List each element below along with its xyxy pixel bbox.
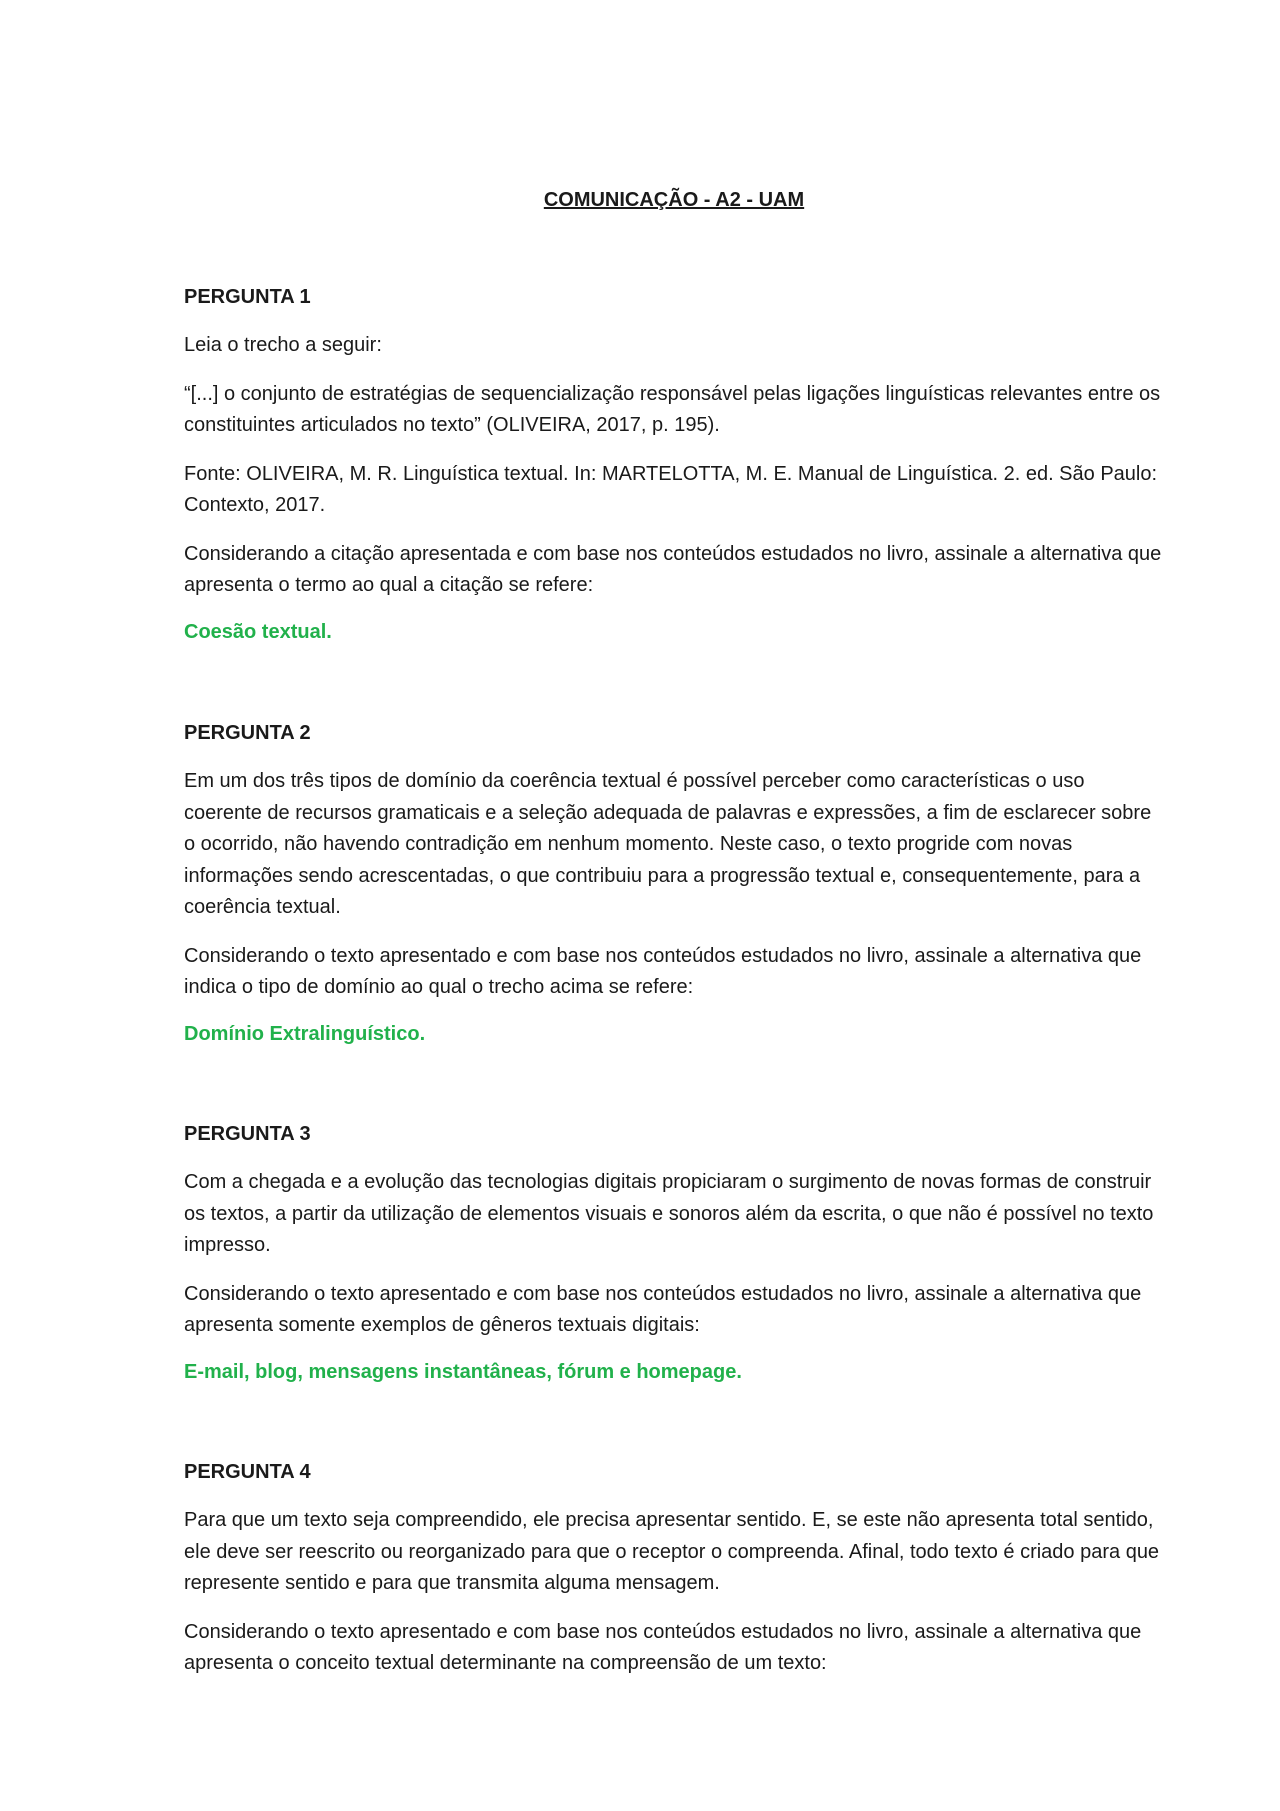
- question-heading: PERGUNTA 4: [184, 1461, 311, 1483]
- question-quote: “[...] o conjunto de estratégias de sequencialização responsável pelas ligações linguísticas relevantes entre os constituintes articulados no texto” (OLIVEIRA, 2017, p. 195).: [184, 382, 1161, 436]
- question-paragraph: Com a chegada e a evolução das tecnologias digitais propiciaram o surgimento de novas formas de construir os textos, a partir da utilização de elementos visuais e sonoros além da escrita, o que não é possível no texto impresso.: [184, 1171, 1154, 1256]
- question-prompt: Considerando a citação apresentada e com base nos conteúdos estudados no livro, assinale a alternativa que apresenta o termo ao qual a citação se refere:: [184, 542, 1162, 596]
- question-2: [184, 720, 1164, 1047]
- question-4: [184, 1459, 1164, 1697]
- question-1: [184, 284, 1164, 645]
- question-heading: PERGUNTA 1: [184, 286, 311, 308]
- question-paragraph: Para que um texto seja compreendido, ele precisa apresentar sentido. E, se este não apresenta total sentido, ele deve ser reescrito ou reorganizado para que o receptor o compreenda. Afinal, todo texto é criado para que represente sentido e para que transmita alguma mensagem.: [184, 1509, 1160, 1594]
- question-prompt: Considerando o texto apresentado e com base nos conteúdos estudados no livro, assinale a alternativa que apresenta somente exemplos de gêneros textuais digitais:: [184, 1282, 1142, 1336]
- question-answer: Domínio Extralinguístico.: [184, 1022, 426, 1045]
- question-prompt: Considerando o texto apresentado e com base nos conteúdos estudados no livro, assinale a alternativa que indica o tipo de domínio ao qual o trecho acima se refere:: [184, 944, 1142, 998]
- question-paragraph: Em um dos três tipos de domínio da coerência textual é possível perceber como características o uso coerente de recursos gramaticais e a seleção adequada de palavras e expressões, a fim de esclarecer sobre o ocorrido, não havendo contradição em nenhum momento. Neste caso, o texto progride com novas informações sendo acrescentadas, o que contribuiu para a progressão textual e, consequentemente, para a coerência textual.: [184, 770, 1152, 918]
- question-answer: Coesão textual.: [184, 620, 332, 643]
- question-heading: PERGUNTA 2: [184, 722, 311, 744]
- question-answer: E-mail, blog, mensagens instantâneas, fórum e homepage.: [184, 1360, 742, 1383]
- question-prompt: Considerando o texto apresentado e com base nos conteúdos estudados no livro, assinale a alternativa que apresenta o conceito textual determinante na compreensão de um texto:: [184, 1620, 1142, 1674]
- question-source: Fonte: OLIVEIRA, M. R. Linguística textual. In: MARTELOTTA, M. E. Manual de Linguística. 2. ed. São Paulo: Contexto, 2017.: [184, 462, 1158, 516]
- question-paragraph: Leia o trecho a seguir:: [184, 334, 382, 356]
- document-title: COMUNICAÇÃO - A2 - UAM: [543, 189, 805, 211]
- question-heading: PERGUNTA 3: [184, 1123, 311, 1145]
- question-3: [184, 1121, 1164, 1385]
